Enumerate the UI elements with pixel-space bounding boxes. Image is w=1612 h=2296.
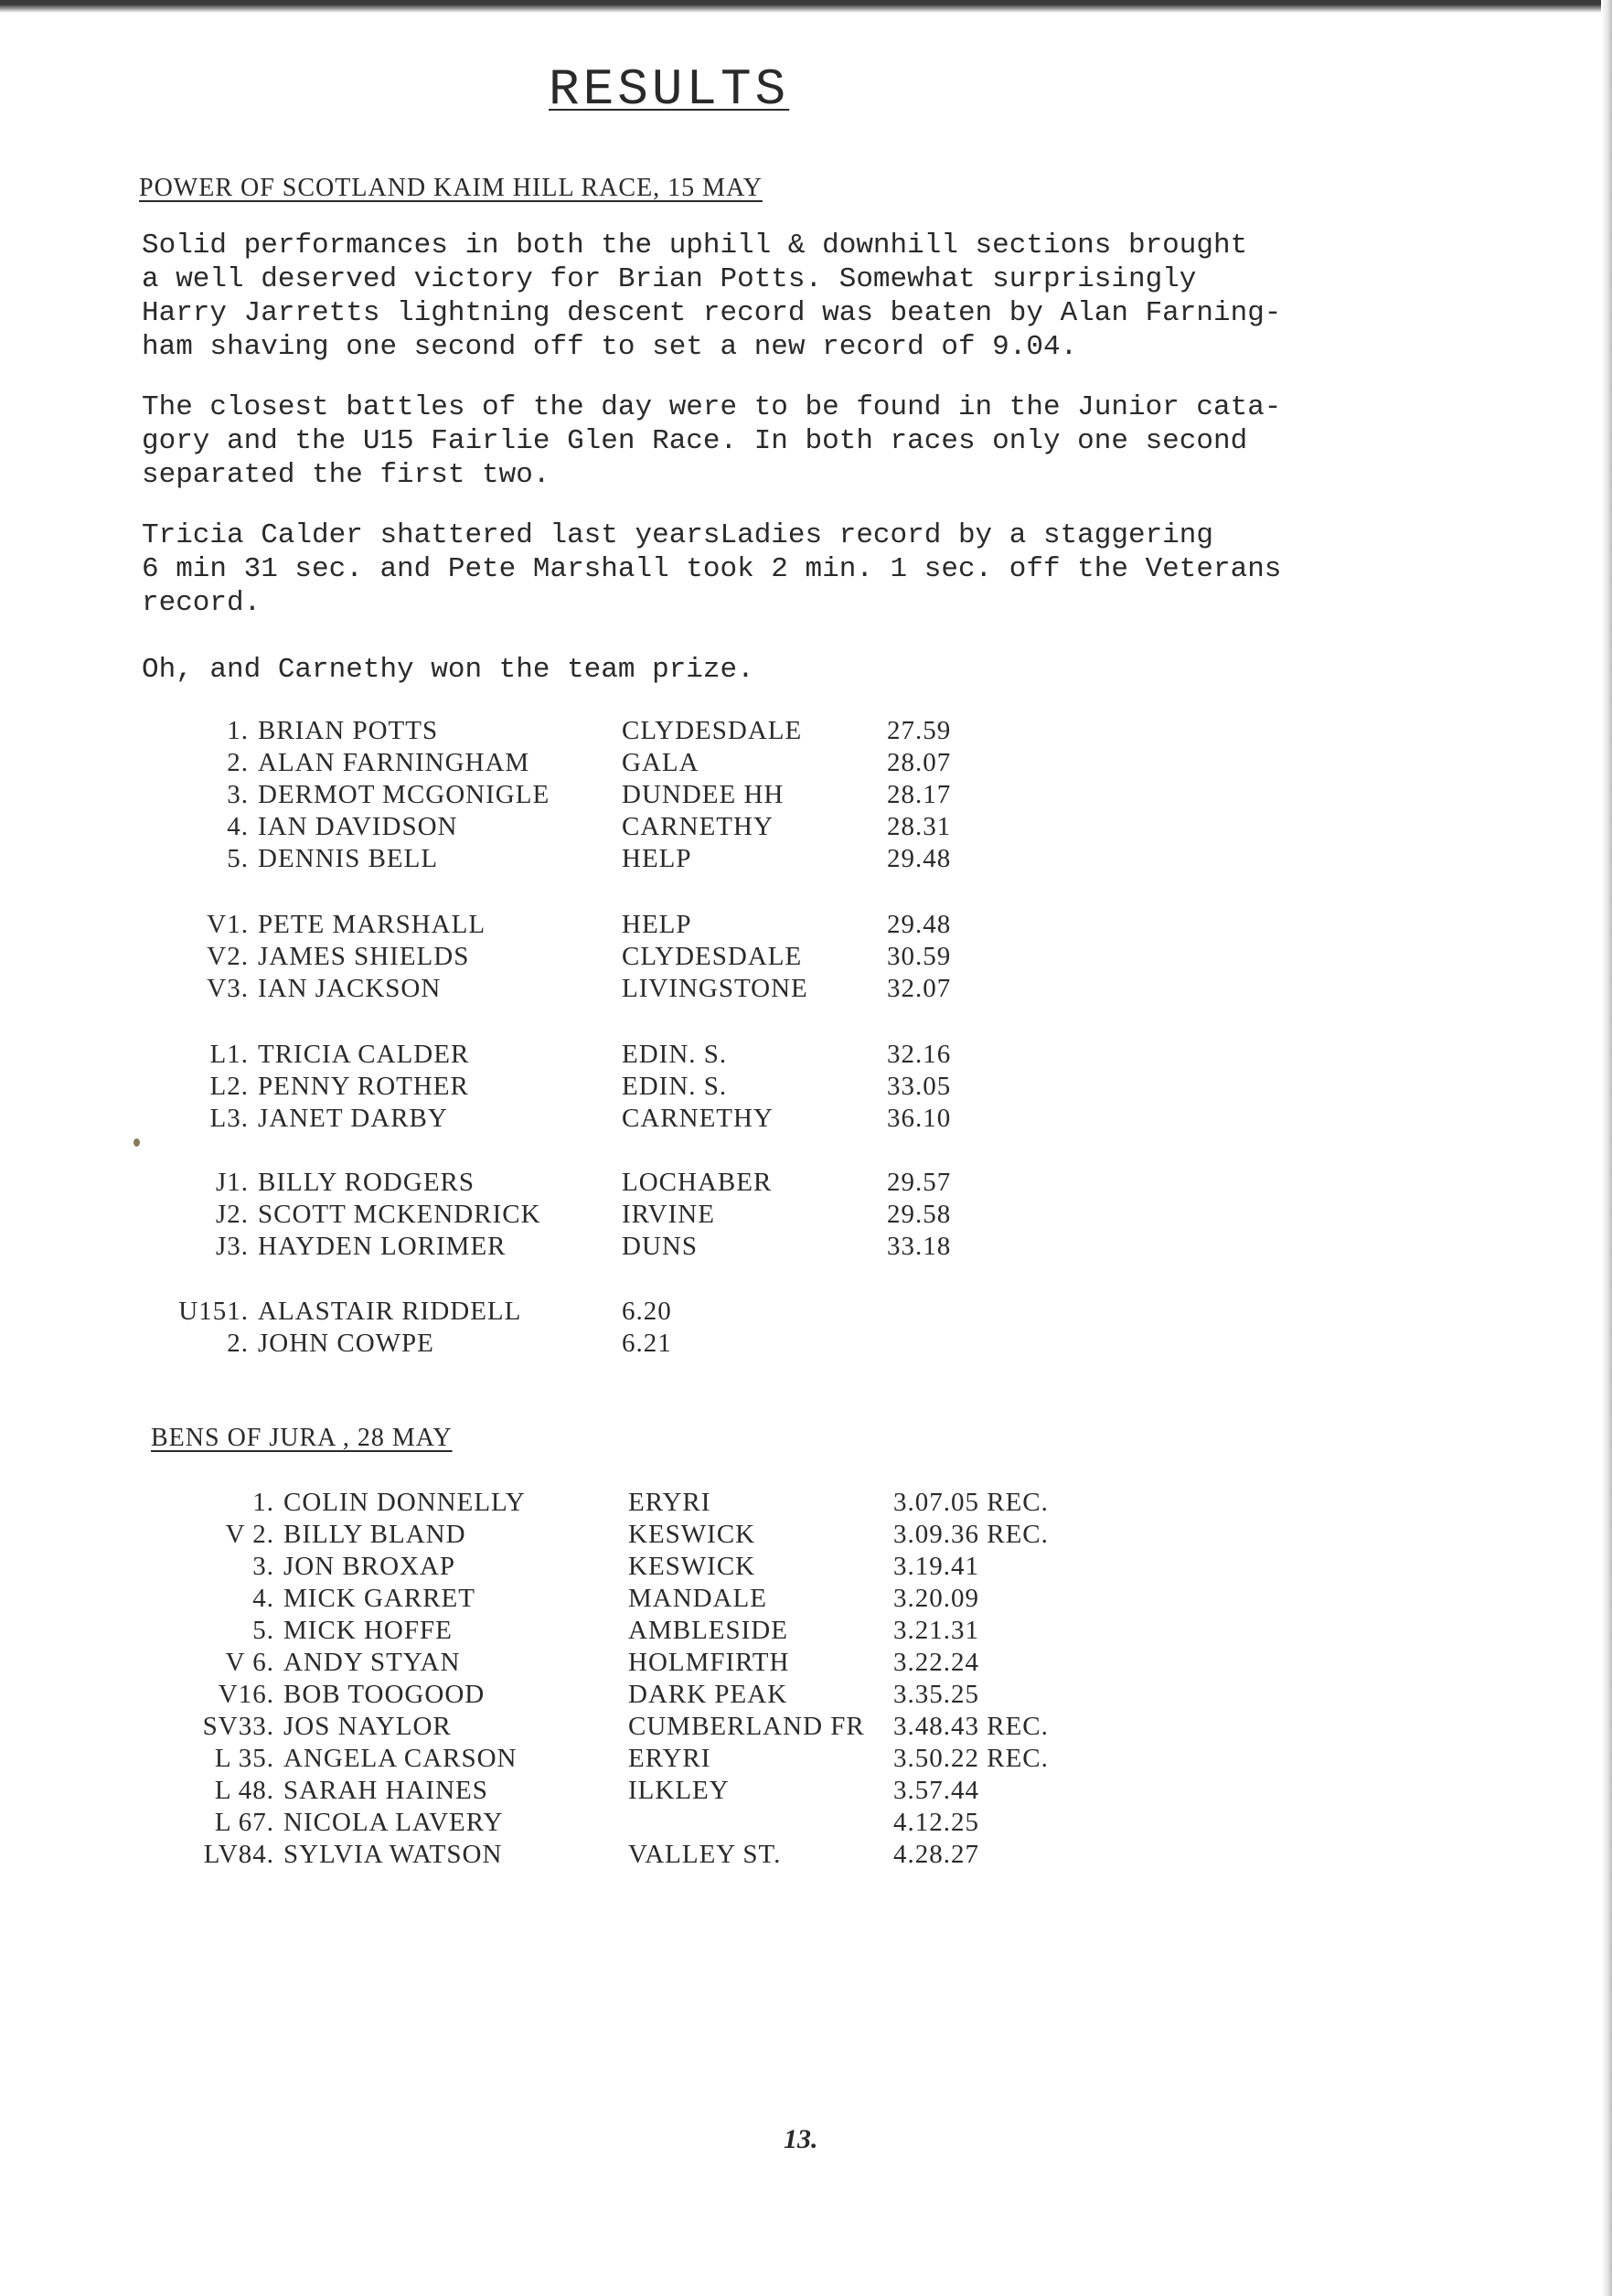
result-position: 4.: [227, 812, 249, 841]
result-club: KESWICK: [628, 1552, 756, 1581]
result-position: 3.: [227, 780, 249, 809]
result-row: [0, 1104, 1554, 1137]
page-title: RESULTS: [549, 60, 790, 119]
result-position: 1.: [252, 1488, 274, 1517]
result-time: 32.16: [887, 1040, 952, 1069]
result-row: [0, 1329, 1554, 1362]
result-name: JON BROXAP: [283, 1552, 456, 1581]
result-name: JOS NAYLOR: [283, 1712, 452, 1741]
result-row: [0, 780, 1554, 813]
result-name: HAYDEN LORIMER: [258, 1232, 507, 1261]
result-position: J3.: [215, 1232, 249, 1261]
result-name: MICK GARRET: [283, 1584, 475, 1613]
result-club: HOLMFIRTH: [628, 1648, 790, 1677]
result-name: ANGELA CARSON: [283, 1744, 518, 1773]
result-position: V 6.: [225, 1648, 274, 1677]
result-position: 5.: [227, 844, 249, 873]
result-name: BILLY BLAND: [283, 1520, 466, 1549]
result-club: CUMBERLAND FR: [628, 1712, 865, 1741]
result-name: NICOLA LAVERY: [283, 1808, 504, 1837]
result-time: 33.18: [887, 1232, 952, 1261]
result-position: L 35.: [214, 1744, 274, 1773]
result-club: ERYRI: [628, 1488, 711, 1517]
result-time: 29.58: [887, 1200, 952, 1229]
result-row: [0, 1808, 1554, 1841]
result-position: 5.: [252, 1616, 274, 1645]
result-club: HELP: [622, 910, 692, 939]
result-row: [0, 812, 1554, 845]
result-club: CLYDESDALE: [622, 942, 803, 971]
result-name: SYLVIA WATSON: [283, 1840, 503, 1869]
result-time: 29.57: [887, 1168, 952, 1197]
result-position: V16.: [218, 1680, 274, 1709]
result-position: SV33.: [202, 1712, 274, 1741]
result-name: BILLY RODGERS: [258, 1168, 475, 1197]
result-row: [0, 748, 1554, 781]
result-position: 2.: [227, 748, 249, 777]
result-name: SARAH HAINES: [283, 1776, 488, 1805]
result-club: DARK PEAK: [628, 1680, 788, 1709]
result-time: 3.50.22 REC.: [893, 1744, 1049, 1773]
result-club: GALA: [622, 748, 699, 777]
result-row: [0, 1584, 1554, 1617]
result-name: ALASTAIR RIDDELL: [258, 1297, 522, 1326]
result-club: ERYRI: [628, 1744, 711, 1773]
result-row: [0, 1200, 1554, 1233]
result-row: [0, 1520, 1554, 1553]
result-time: 28.17: [887, 780, 952, 809]
result-name: MICK HOFFE: [283, 1616, 453, 1645]
result-row: [0, 974, 1554, 1007]
result-position: U151.: [178, 1297, 249, 1326]
race1-heading: POWER OF SCOTLAND KAIM HILL RACE, 15 MAY: [139, 174, 763, 202]
result-time: 4.28.27: [893, 1840, 979, 1869]
result-position: J2.: [215, 1200, 249, 1229]
result-time: 28.31: [887, 812, 952, 841]
result-name: PENNY ROTHER: [258, 1072, 469, 1101]
result-club: EDIN. S.: [622, 1040, 728, 1069]
result-club: KESWICK: [628, 1520, 756, 1549]
result-name: DENNIS BELL: [258, 844, 439, 873]
result-row: [0, 1744, 1554, 1777]
scan-speck: [133, 1138, 140, 1147]
result-time: 32.07: [887, 974, 952, 1003]
result-position: L 48.: [214, 1776, 274, 1805]
result-row: [0, 1232, 1554, 1265]
result-time: 3.57.44: [893, 1776, 979, 1805]
result-position: V 2.: [225, 1520, 274, 1549]
result-time: 3.22.24: [893, 1648, 979, 1677]
result-club: 6.21: [622, 1329, 672, 1358]
result-name: BRIAN POTTS: [258, 716, 439, 745]
result-position: 2.: [227, 1329, 249, 1358]
scan-top-edge: [0, 0, 1612, 13]
page-number: 13.: [784, 2124, 818, 2154]
result-row: [0, 1648, 1554, 1681]
result-club: EDIN. S.: [622, 1072, 728, 1101]
result-name: SCOTT MCKENDRICK: [258, 1200, 541, 1229]
result-name: TRICIA CALDER: [258, 1040, 470, 1069]
result-name: ALAN FARNINGHAM: [258, 748, 530, 777]
result-time: 3.20.09: [893, 1584, 979, 1613]
result-row: [0, 716, 1554, 749]
result-row: [0, 1776, 1554, 1809]
result-row: [0, 910, 1554, 943]
scan-right-edge: [1601, 0, 1612, 2296]
result-name: PETE MARSHALL: [258, 910, 486, 939]
result-club: DUNDEE HH: [622, 780, 785, 809]
result-time: 4.12.25: [893, 1808, 979, 1837]
result-time: 3.48.43 REC.: [893, 1712, 1049, 1741]
result-time: 36.10: [887, 1104, 952, 1133]
result-position: L1.: [209, 1040, 249, 1069]
result-position: V3.: [207, 974, 249, 1003]
result-time: 3.35.25: [893, 1680, 979, 1709]
result-row: [0, 1072, 1554, 1105]
race1-paragraph-2: The closest battles of the day were to be found in the Junior cata- gory and the U15 Fairlie Glen Race. In both races only one second separated the first two.: [142, 391, 1282, 491]
result-time: 33.05: [887, 1072, 952, 1101]
result-position: 4.: [252, 1584, 274, 1613]
result-row: [0, 1712, 1554, 1745]
result-row: [0, 844, 1554, 877]
result-name: COLIN DONNELLY: [283, 1488, 526, 1517]
result-club: AMBLESIDE: [628, 1616, 788, 1645]
result-name: ANDY STYAN: [283, 1648, 461, 1677]
result-time: 28.07: [887, 748, 952, 777]
result-time: 29.48: [887, 844, 952, 873]
result-row: [0, 1040, 1554, 1073]
result-row: [0, 1297, 1554, 1330]
result-club: IRVINE: [622, 1200, 715, 1229]
result-time: 27.59: [887, 716, 952, 745]
result-position: L2.: [209, 1072, 249, 1101]
race1-paragraph-1: Solid performances in both the uphill & downhill sections brought a well deserved victory for Brian Potts. Somewhat surprisingly Harry Jarretts lightning descent record was beaten by Alan Farning- ham shaving one second off to set a new record of 9.04.: [142, 230, 1282, 363]
race2-heading: BENS OF JURA , 28 MAY: [151, 1424, 453, 1452]
result-club: ILKLEY: [628, 1776, 730, 1805]
result-position: J1.: [215, 1168, 249, 1197]
result-position: V2.: [207, 942, 249, 971]
result-club: DUNS: [622, 1232, 698, 1261]
result-row: [0, 1840, 1554, 1873]
result-position: L 67.: [214, 1808, 274, 1837]
race1-paragraph-3: Tricia Calder shattered last yearsLadies record by a staggering 6 min 31 sec. and Pete Marshall took 2 min. 1 sec. off the Veterans record.: [142, 519, 1282, 619]
result-time: 29.48: [887, 910, 952, 939]
result-position: V1.: [207, 910, 249, 939]
result-position: 3.: [252, 1552, 274, 1581]
result-club: CARNETHY: [622, 1104, 774, 1133]
result-row: [0, 1552, 1554, 1585]
result-club: HELP: [622, 844, 692, 873]
result-row: [0, 1616, 1554, 1649]
race1-paragraph-4: Oh, and Carnethy won the team prize.: [142, 654, 754, 686]
result-row: [0, 1680, 1554, 1713]
result-club: MANDALE: [628, 1584, 767, 1613]
result-name: BOB TOOGOOD: [283, 1680, 486, 1709]
result-time: 3.09.36 REC.: [893, 1520, 1049, 1549]
result-time: 3.07.05 REC.: [893, 1488, 1049, 1517]
result-row: [0, 1488, 1554, 1521]
result-row: [0, 1168, 1554, 1201]
result-club: CARNETHY: [622, 812, 774, 841]
result-position: LV84.: [203, 1840, 274, 1869]
result-name: IAN JACKSON: [258, 974, 442, 1003]
result-position: 1.: [227, 716, 249, 745]
result-name: IAN DAVIDSON: [258, 812, 458, 841]
result-name: DERMOT MCGONIGLE: [258, 780, 550, 809]
result-club: LOCHABER: [622, 1168, 773, 1197]
result-time: 3.19.41: [893, 1552, 979, 1581]
result-name: JOHN COWPE: [258, 1329, 434, 1358]
result-time: 30.59: [887, 942, 952, 971]
result-row: [0, 942, 1554, 975]
result-name: JAMES SHIELDS: [258, 942, 470, 971]
result-time: 3.21.31: [893, 1616, 979, 1645]
result-name: JANET DARBY: [258, 1104, 448, 1133]
result-club: LIVINGSTONE: [622, 974, 808, 1003]
result-club: 6.20: [622, 1297, 672, 1326]
result-position: L3.: [209, 1104, 249, 1133]
result-club: VALLEY ST.: [628, 1840, 782, 1869]
result-club: CLYDESDALE: [622, 716, 803, 745]
